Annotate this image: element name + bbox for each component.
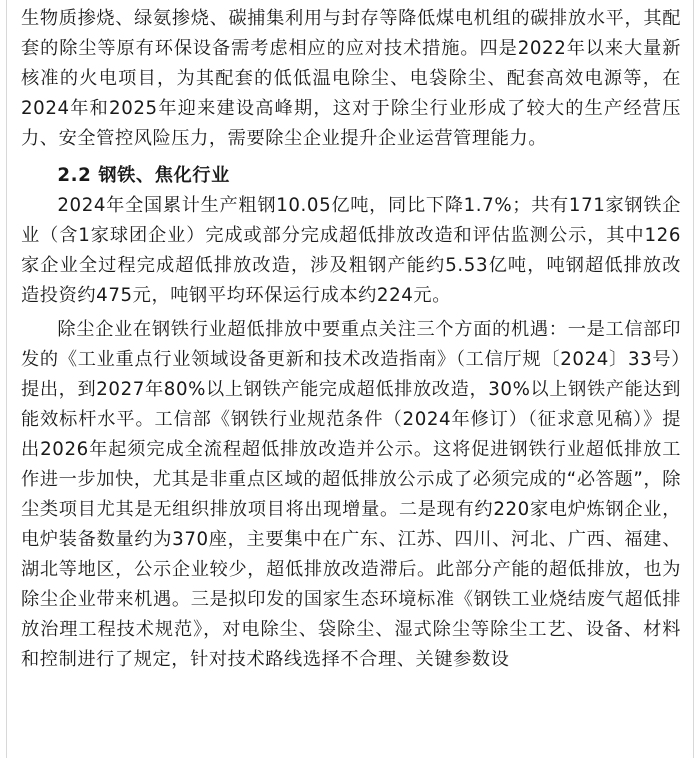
paragraph-gap — [21, 154, 681, 158]
right-border-line — [693, 0, 694, 758]
paragraph-dust-removal-opportunities: 除尘企业在钢铁行业超低排放中要重点关注三个方面的机遇：一是工信部印发的《工业重点行业领域设备更新和技术改造指南》（工信厅规〔2024〕33号）提出，到2027年80%以上钢铁产能完成超低排放改造，30%以上钢铁产能达到能效标杆水平。工信部《钢铁行业规范条件（2024年修订）（征求意见稿）》提出2026年起须完成全流程超低排放改造并公示。这将促进钢铁行业超低排放工作进一步加快，尤其是非重点区域的超低排放公示成了必须完成的“必答题”，除尘类项目尤其是无组织排放项目将出现增量。二是现有约220家电炉炼钢企业，电炉装备数量约为370座，主要集中在广东、江苏、四川、河北、广西、福建、湖北等地区，公示企业较少，超低排放改造滞后。此部分产能的超低排放，也为除尘企业带来机遇。三是拟印发的国家生态环境标准《钢铁工业烧结废气超低排放治理工程技术规范》，对电除尘、袋除尘、湿式除尘等除尘工艺、设备、材料和控制进行了规定，针对技术路线选择不合理、关键参数设 — [21, 319, 681, 670]
paragraph-steel-statistics: 2024年全国累计生产粗钢10.05亿吨，同比下降1.7%；共有171家钢铁企业（含1家球团企业）完成或部分完成超低排放改造和评估监测公示，其中126家企业全过程完成超低排放改造，涉及粗钢产能约5.53亿吨，吨钢超低排放改造投资约475元，吨钢平均环保运行成本约224元。 — [21, 195, 681, 306]
section-heading-steel-coking: 2.2 钢铁、焦化行业 — [57, 165, 230, 186]
left-border-line — [6, 0, 7, 758]
article-body — [21, 4, 681, 675]
paragraph-coal-power-continued: 生物质掺烧、绿氨掺烧、碳捕集利用与封存等降低煤电机组的碳排放水平，其配套的除尘等原有环保设备需考虑相应的应对技术措施。四是2022年以来大量新核准的火电项目，为其配套的低低温电除尘、电袋除尘、配套高效电源等，在2024年和2025年迎来建设高峰期，这对于除尘行业形成了较大的生产经营压力、安全管控风险压力，需要除尘企业提升企业运营管理能力。 — [21, 8, 681, 149]
